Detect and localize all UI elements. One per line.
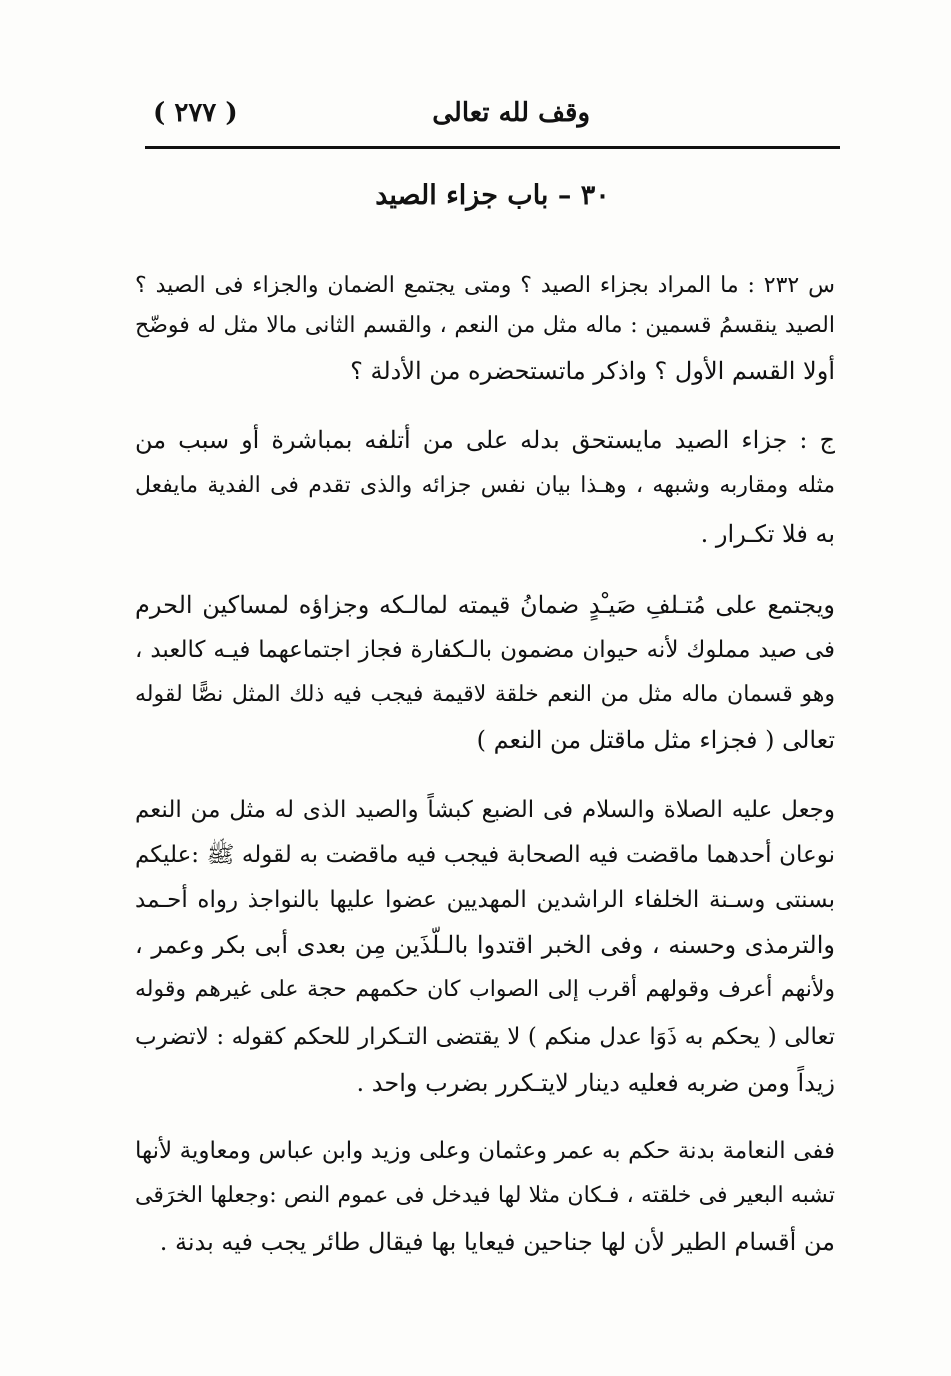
- body-line: فى صيد مملوك لأنه حيوان مضمون بالـكفارة فجاز اجتماعهما فيـه كالعبد ،: [135, 637, 835, 663]
- body-line: ففى النعامة بدنة حكم به عمر وعثمان وعلى وزيد وابن عباس ومعاوية لأنها: [135, 1138, 835, 1164]
- page-number: ( ٢٧٧ ): [153, 98, 238, 128]
- chapter-title: ٣٠ – باب جزاء الصيد: [375, 180, 610, 211]
- answer-line: ج : جزاء الصيد مايستحق بدله على من أتلفه بمباشرة أو سبب من: [135, 426, 835, 454]
- answer-line: به فلا تكـرار .: [700, 520, 835, 548]
- body-line: تشبه البعير فى خلقته ، فـكان مثلا لها فيدخل فى عموم النص :وجعلها الخرَقى: [135, 1183, 835, 1208]
- body-line: ولأنهم أعرف وقولهم أقرب إلى الصواب كان حكمهم حجة على غيرهم وقوله: [135, 977, 835, 1002]
- body-line: تعالى ( فجزاء مثل ماقتل من النعم ): [476, 726, 835, 754]
- body-line: وهو قسمان ماله مثل من النعم خلقة لاقيمة فيجب فيه ذلك المثل نصًّا لقوله: [135, 682, 835, 707]
- page-header: [145, 90, 840, 146]
- running-title: وقف لله تعالى: [432, 98, 590, 128]
- body-line: تعالى ( يحكم به ذَوَا عدل منكم ) لا يقتضى التـكرار للحكم كقوله : لاتضرب: [135, 1024, 835, 1050]
- header-rule: [145, 146, 840, 149]
- body-line: والترمذى وحسنه ، وفى الخبر اقتدوا بالـلّذَين مِن بعدى أبى بكر وعمر ،: [135, 931, 835, 959]
- body-line: بسنتى وسـنة الخلفاء الراشدين المهديين عضوا عليها بالنواجذ رواه أحـمد: [135, 887, 835, 913]
- question-line: أولا القسم الأول ؟ واذكر ماتستحضره من الأدلة ؟: [350, 357, 835, 385]
- body-line: وجعل عليه الصلاة والسلام فى الضبع كبشاً والصيد الذى له مثل من النعم: [135, 797, 835, 823]
- body-line: نوعان أحدهما ماقضت فيه الصحابة فيجب فيه ماقضت به لقوله ﷺ :عليكم: [135, 842, 835, 868]
- body-line: زيداً ومن ضربه فعليه دينار لايتـكرر بضرب واحد .: [356, 1069, 835, 1097]
- body-line: ويجتمع على مُتـلفِ صَيـْدٍ ضمانُ قيمته لمالـكه وجزاؤه لمساكين الحرم: [135, 591, 835, 619]
- body-line: من أقسام الطير لأن لها جناحين فيعايا بها فيقال طائر يجب فيه بدنة .: [159, 1228, 835, 1256]
- answer-line: مثله ومقاربه وشبهه ، وهـذا بيان نفس جزائه والذى تقدم فى الفدية مايفعل: [135, 473, 835, 498]
- question-line: س ٢٣٢ : ما المراد بجزاء الصيد ؟ ومتى يجتمع الضمان والجزاء فى الصيد ؟: [135, 273, 835, 298]
- question-line: الصيد ينقسمُ قسمين : ماله مثل من النعم ، والقسم الثانى مالا مثل له فوضّح: [135, 313, 835, 338]
